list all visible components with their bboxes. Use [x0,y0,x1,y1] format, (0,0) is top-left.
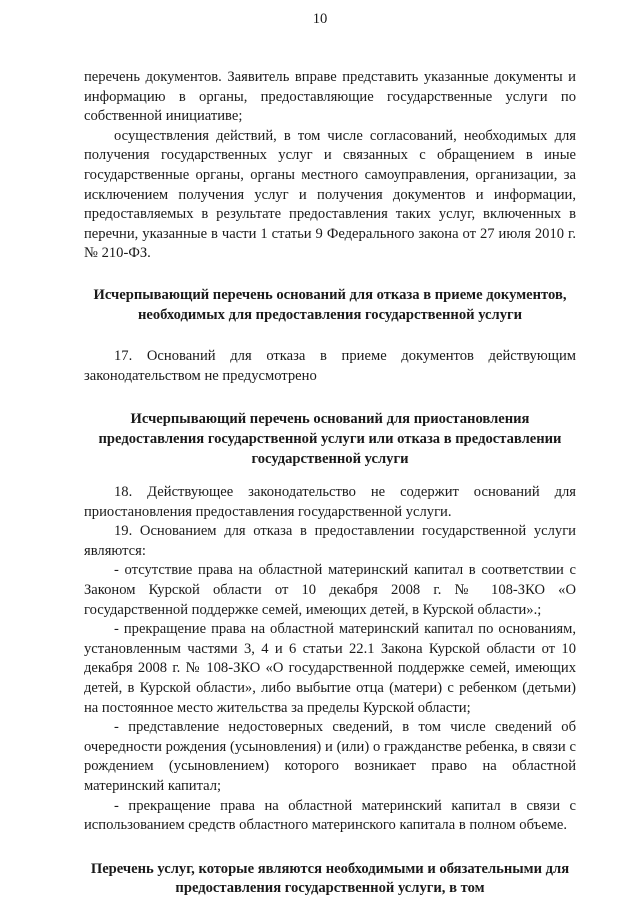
heading-required-services: Перечень услуг, которые являются необходимыми и обязательными для предоставления государственной услуги, в том [90,860,570,897]
paragraph-documents-list: перечень документов. Заявитель вправе представить указанные документы и информацию в органы, предоставляющие государственные услуги по собственной инициативе; [84,69,576,125]
list-item-false-info: - представление недостоверных сведений, в том числе сведений об очередности рождения (усыновления) и (или) о гражданстве ребенка, в связи с рождением (усыновлением) которого возникает право на областной материнский капитал; [84,719,576,794]
heading-suspension-grounds: Исчерпывающий перечень оснований для приостановления предоставления государственной услуги или отказа в предоставлении государственной услуги [98,411,562,467]
paragraph-item-17: 17. Оснований для отказа в приеме документов действующим законодательством не предусмотрено [84,348,576,384]
paragraph-item-18: 18. Действующее законодательство не содержит оснований для приостановления предоставления государственной услуги. [84,484,576,520]
heading-refusal-grounds: Исчерпывающий перечень оснований для отказа в приеме документов, необходимых для предоставления государственной услуги [93,286,567,323]
paragraph-item-19: 19. Основанием для отказа в предоставлении государственной услуги являются: [84,523,576,559]
document-body [84,68,576,899]
list-item-funds-used: - прекращение права на областной материнский капитал в связи с использованием средств областного материнского капитала в полном объеме. [84,797,576,834]
list-item-termination: - прекращение права на областной материнский капитал по основаниям, установленным частями 3, 4 и 6 статьи 22.1 Закона Курской области от 10 декабря 2008 г. № 108-ЗКО «О государственной поддержке семей, имеющих детей, в Курской области», либо выбытие отца (матери) с ребенком (детьми) на постоянное место жительства за пределы Курской области; [84,621,576,716]
page-number: 10 [312,11,328,27]
paragraph-actions: осуществления действий, в том числе согласований, необходимых для получения государственных услуг и связанных с обращением в иные государственные органы, органы местного самоуправления, организации, за исключением получения услуг и получения документов и информации, предоставляемых в результате предоставления таких услуг, включенных в перечни, указанные в части 1 статьи 9 Федерального закона от 27 июля 2010 г. № 210-ФЗ. [84,127,576,262]
list-item-no-right: - отсутствие права на областной материнский капитал в соответствии с Законом Курской области от 10 декабря 2008 г. № 108-ЗКО «О государственной поддержке семей, имеющих детей, в Курской области».; [84,562,576,618]
